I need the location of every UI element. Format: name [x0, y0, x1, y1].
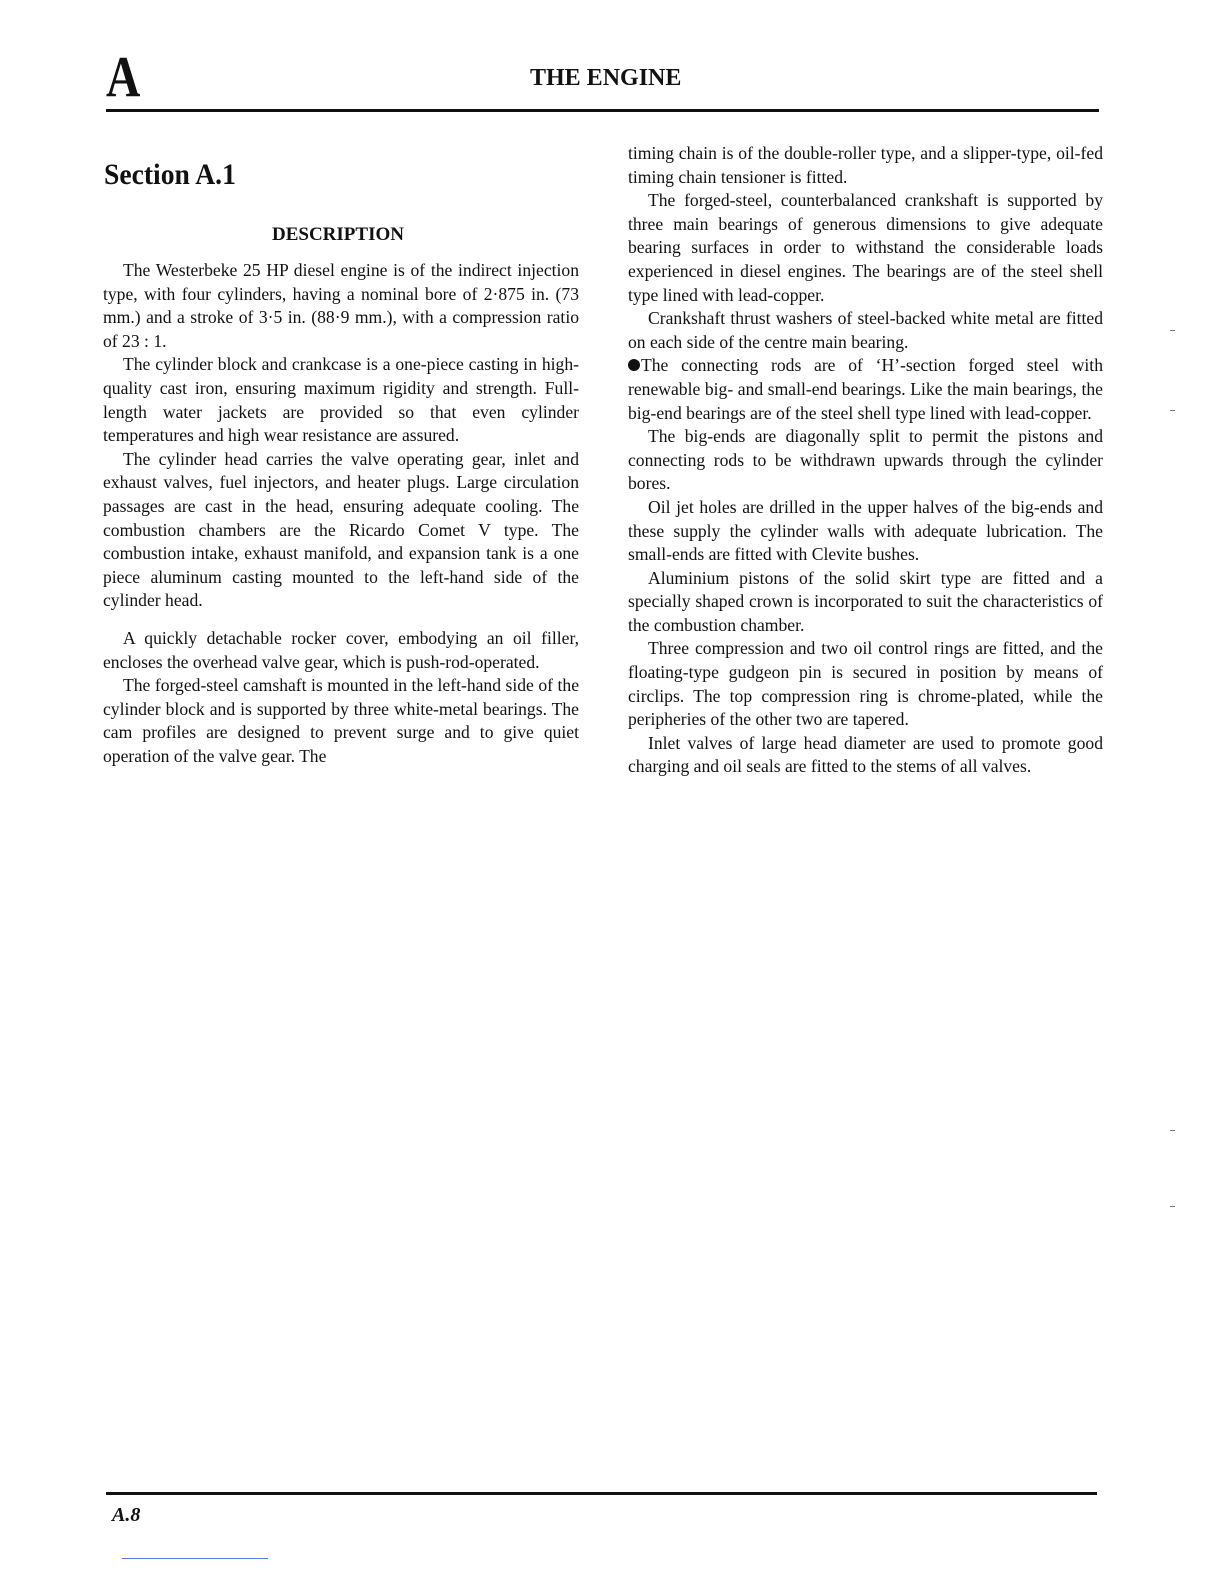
connecting-rods-text: The connecting rods are of ‘H’-section forged steel with renewable big- and small-end bearings. Like the main bearings, the big-end bearings are of the steel shell type lined with lead-copper.: [628, 355, 1103, 423]
paragraph-oil-jet-holes: Oil jet holes are drilled in the upper halves of the big-ends and these supply the cylinder walls with adequate lubrication. The small-ends are fitted with Clevite bushes.: [628, 496, 1103, 565]
paragraph-big-ends: The big-ends are diagonally split to permit the pistons and connecting rods to be withdrawn upwards through the cylinder bores.: [628, 426, 1103, 494]
paragraph-engine-overview: The Westerbeke 25 HP diesel engine is of the indirect injection type, with four cylinders, having a nominal bore of 2·875 in. (73 mm.) and a stroke of 3·5 in. (88·9 mm.), with a compression ratio of 23 : 1.: [103, 260, 579, 351]
margin-tick: [1170, 1130, 1175, 1131]
paragraph-connecting-rods: [628, 354, 1103, 425]
page-number: A.8: [112, 1504, 141, 1526]
chapter-title: THE ENGINE: [530, 65, 682, 91]
chapter-letter: A: [106, 44, 141, 109]
paragraph-cylinder-block: The cylinder block and crankcase is a one-piece casting in high-quality cast iron, ensuring maximum rigidity and strength. Full-length water jackets are provided so that even cylinder temperatures and high wear resistance are assured.: [103, 354, 579, 446]
right-column: [628, 142, 1103, 779]
paragraph-pistons: Aluminium pistons of the solid skirt type are fitted and a specially shaped crown is incorporated to suit the characteristics of the combustion chamber.: [628, 567, 1103, 635]
paragraph-thrust-washers: Crankshaft thrust washers of steel-backed white metal are fitted on each side of the centre main bearing.: [628, 308, 1103, 352]
margin-tick: [1170, 1206, 1175, 1207]
footer-rule: [106, 1492, 1097, 1495]
paragraph-cylinder-head: The cylinder head carries the valve operating gear, inlet and exhaust valves, fuel injectors, and heater plugs. Large circulation passages are cast in the head, ensuring adequate cooling. The combustion chambers are the Ricardo Comet V type. The combustion intake, exhaust manifold, and expansion tank is a one piece aluminum casting mounted to the left-hand side of the cylinder head.: [103, 448, 579, 611]
paragraph-timing-chain: timing chain is of the double-roller type, and a slipper-type, oil-fed timing chain tensioner is fitted.: [628, 143, 1103, 187]
paragraph-camshaft: The forged-steel camshaft is mounted in the left-hand side of the cylinder block and is supported by three white-metal bearings. The cam profiles are designed to prevent surge and to give quiet operation of the valve gear. The: [103, 675, 579, 766]
left-column: [103, 259, 579, 768]
paragraph-crankshaft: The forged-steel, counterbalanced crankshaft is supported by three main bearings of generous dimensions to give adequate bearing surfaces in order to withstand the considerable loads experienced in diesel engines. The bearings are of the steel shell type lined with lead-copper.: [628, 190, 1103, 305]
section-heading: Section A.1: [104, 158, 236, 191]
header-rule: [106, 109, 1099, 112]
margin-tick: [1170, 330, 1175, 331]
paragraph-inlet-valves: Inlet valves of large head diameter are used to promote good charging and oil seals are fitted to the stems of all valves.: [628, 732, 1103, 777]
paragraph-rocker-cover: A quickly detachable rocker cover, embodying an oil filler, encloses the overhead valve gear, which is push-rod-operated.: [103, 627, 579, 672]
paragraph-piston-rings: Three compression and two oil control rings are fitted, and the floating-type gudgeon pin is secured in position by means of circlips. The top compression ring is chrome-plated, while the peripheries of the other two are tapered.: [628, 638, 1103, 730]
bullet-icon: [628, 359, 640, 371]
margin-tick: [1170, 410, 1175, 411]
scan-mark: [122, 1558, 268, 1559]
description-subheading: DESCRIPTION: [272, 224, 404, 245]
